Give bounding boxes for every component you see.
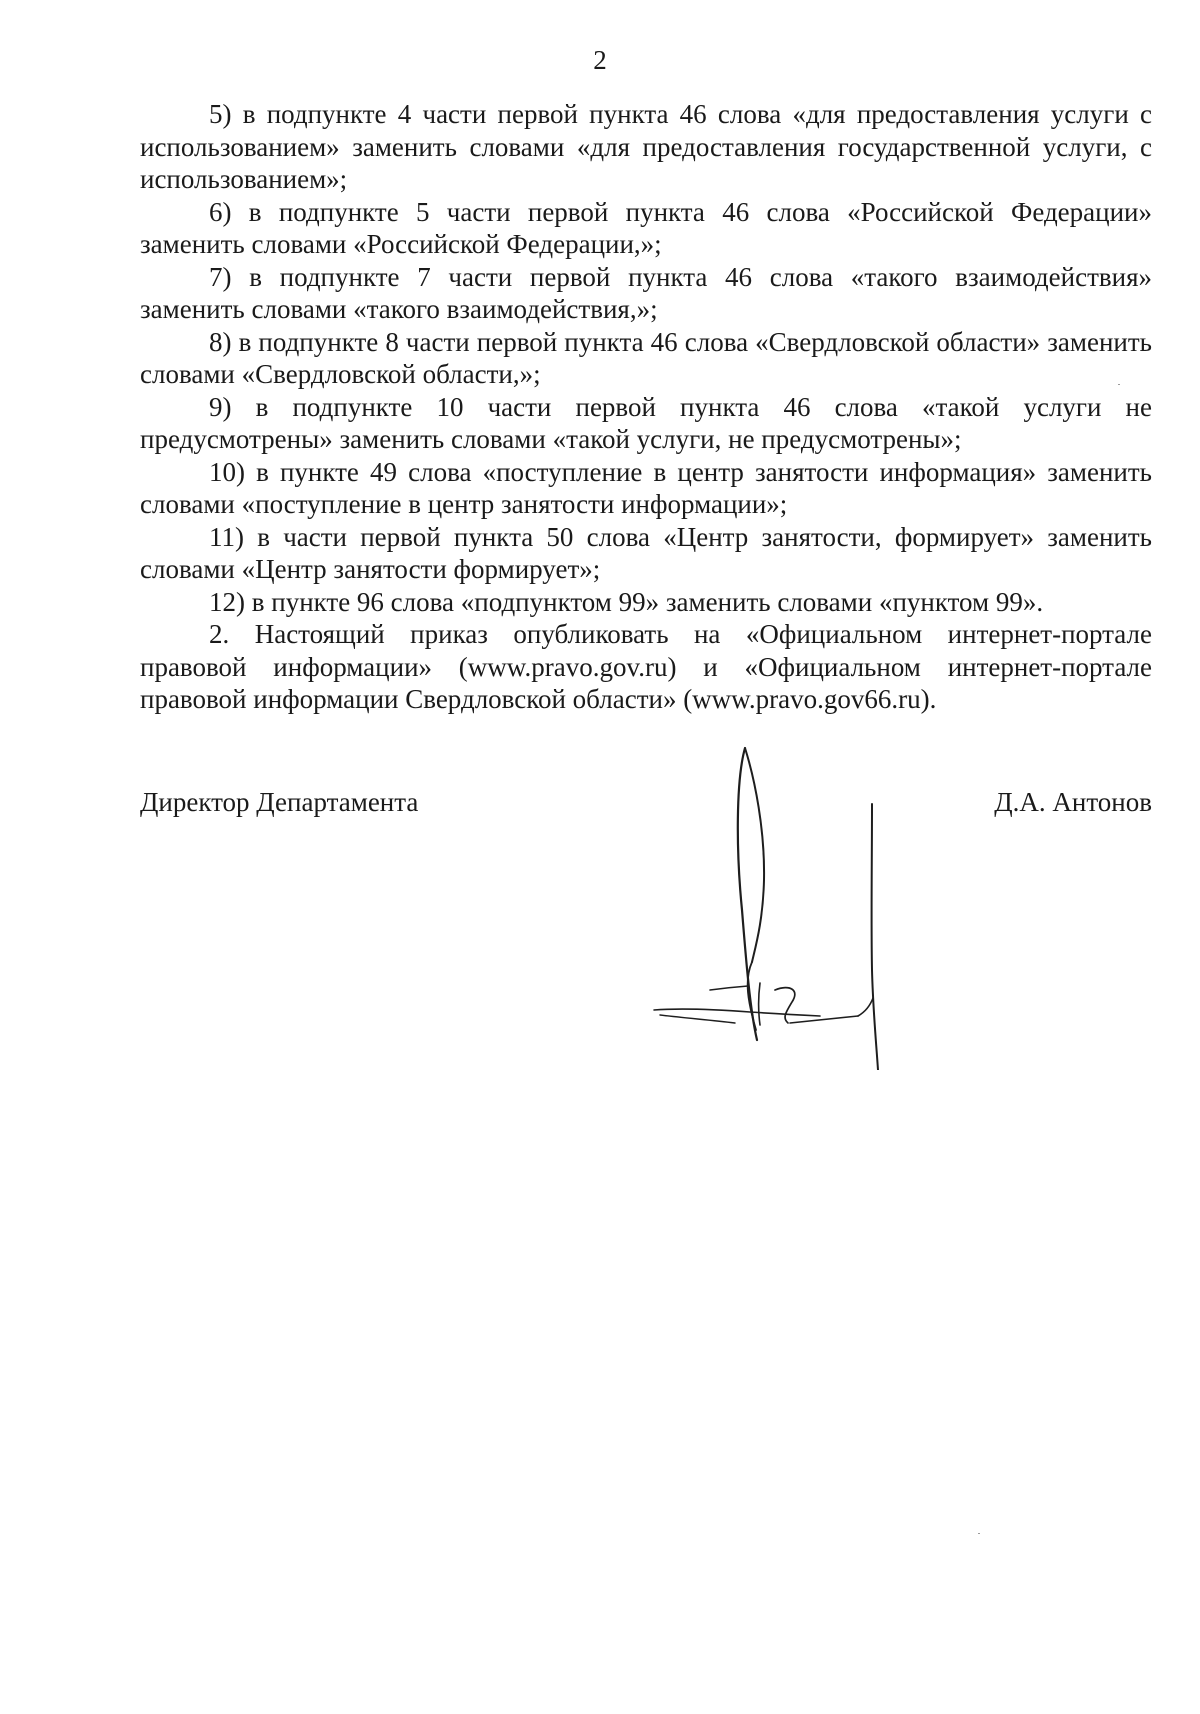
document-body — [140, 98, 1152, 716]
paragraph-item-12: 12) в пункте 96 слова «подпунктом 99» заменить словами «пунктом 99». — [209, 586, 1044, 617]
paragraph-item-8: 8) в подпункте 8 части первой пункта 46 слова «Свердловской области» заменить словами «Свердловской области,»; — [140, 326, 1152, 389]
paragraph-item-5: 5) в подпункте 4 части первой пункта 46 слова «для предоставления услуги с использованием» заменить словами «для предоставления государственной услуги, с использованием»; — [140, 99, 1152, 194]
handwritten-signature-icon — [640, 740, 920, 1070]
signatory-name: Д.А. Антонов — [994, 787, 1152, 817]
paragraph-item-7: 7) в подпункте 7 части первой пункта 46 слова «такого взаимодействия» заменить словами «такого взаимодействия,»; — [140, 261, 1152, 324]
signatory-title: Директор Департамента — [140, 787, 419, 817]
paragraph-publication: 2. Настоящий приказ опубликовать на «Официальном интернет-портале правовой информации» (www.pravo.gov.ru) и «Официальном интернет-портале правовой информации Свердловской области» (www.pravo.gov66.ru). — [140, 619, 1152, 714]
paragraph-item-9: 9) в подпункте 10 части первой пункта 46 слова «такой услуги не предусмотрены» заменить словами «такой услуги, не предусмотрены»; — [140, 391, 1152, 454]
scan-speck — [1118, 384, 1120, 385]
paragraph-item-6: 6) в подпункте 5 части первой пункта 46 слова «Российской Федерации» заменить словами «Российской Федерации,»; — [140, 196, 1152, 259]
paragraph-item-10: 10) в пункте 49 слова «поступление в центр занятости информация» заменить словами «поступление в центр занятости информации»; — [140, 456, 1152, 519]
page-number: 2 — [593, 45, 607, 75]
paragraph-item-11: 11) в части первой пункта 50 слова «Центр занятости, формирует» заменить словами «Центр занятости формирует»; — [140, 521, 1152, 584]
scan-speck — [978, 1533, 980, 1534]
